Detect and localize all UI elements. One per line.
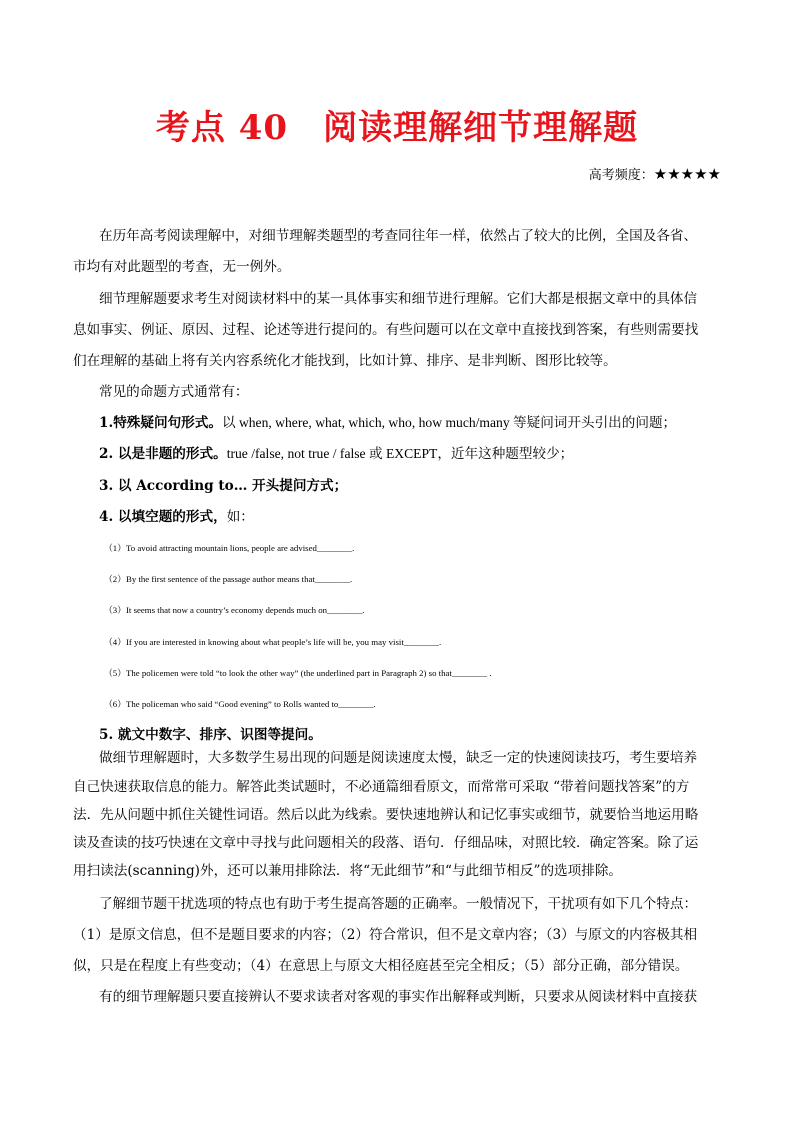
exam-frequency <box>589 164 721 183</box>
form-text: 以 when, where, what, which, who, how much/many 等疑问词开头引出的问题； <box>221 415 677 430</box>
para3-line: 自己快速获取信息的能力。解答此类试题时，不必通篇细看原文，而常常可采取 “带着问题找答案”的方 <box>73 779 690 795</box>
form-heading: 4. 以填空题的形式， <box>99 509 227 525</box>
para4-line: 似，只是在程度上有些变动；（4）在意思上与原文大相径庭甚至完全相反；（5）部分正确，部分错误。 <box>73 958 689 974</box>
example-item: （6）The policeman who said “Good evening” to Rolls wanted to________. <box>104 699 376 709</box>
example-item: （3）It seems that now a country’s economy depends much on________. <box>104 605 365 615</box>
form-item-2 <box>99 445 723 463</box>
para2-line: 细节理解题要求考生对阅读材料中的某一具体事实和细节进行理解。它们大都是根据文章中的具体信 <box>99 291 698 307</box>
para4-line: 了解细节题干扰选项的特点也有助于考生提高答题的正确率。一般情况下，干扰项有如下几个特点： <box>99 896 698 912</box>
example-item: （1）To avoid attracting mountain lions, people are advised________. <box>104 543 355 553</box>
form-heading: 1.特殊疑问句形式。 <box>99 415 222 431</box>
common-forms-intro: 常见的命题方式通常有： <box>99 384 249 400</box>
intro-line: 在历年高考阅读理解中，对细节理解类题型的考查同往年一样，依然占了较大的比例，全国及各省、 <box>99 228 698 244</box>
example-item: （5）The policemen were told “to look the other way” (the underlined part in Paragraph 2) so that________ . <box>104 668 492 678</box>
form-text: 如： <box>226 509 254 525</box>
para2-line: 息如事实、例证、原因、过程、论述等进行提问的。有些问题可以在文章中直接找到答案，有些则需要找 <box>73 322 699 338</box>
form-item-4 <box>99 508 723 526</box>
para5-line: 有的细节理解题只要直接辨认不要求读者对客观的事实作出解释或判断，只要求从阅读材料中直接获 <box>99 989 698 1005</box>
intro-line: 市均有对此题型的考查，无一例外。 <box>73 259 291 275</box>
frequency-label: 高考频度： <box>588 168 654 183</box>
para3-line: 法．先从问题中抓住关键性词语。然后以此为线索。要快速地辨认和记忆事实或细节，就要恰当地运用略 <box>73 807 699 823</box>
para2-line: 们在理解的基础上将有关内容系统化才能找到，比如计算、排序、是非判断、图形比较等。 <box>73 353 617 369</box>
example-item: （4）If you are interested in knowing about what people’s life will be, you may visit________. <box>104 637 442 647</box>
form-heading: 3. 以 According to… 开头提问方式； <box>99 478 348 494</box>
form-item-5: 5. 就文中数字、排序、识图等提问。 <box>99 727 322 743</box>
form-text: true /false, not true / false 或 EXCEPT，近年这种题型较少； <box>226 446 574 461</box>
frequency-stars: ★★★★★ <box>653 165 721 183</box>
para3-line: 读及查读的技巧快速在文章中寻找与此问题相关的段落、语句．仔细品味，对照比较．确定答案。除了运 <box>73 835 699 851</box>
page-title: 考点 40 阅读理解细节理解题 <box>155 108 639 148</box>
form-heading: 2. 以是非题的形式。 <box>99 446 227 462</box>
form-item-3 <box>99 477 723 495</box>
form-item-1 <box>99 414 723 432</box>
example-item: （2）By the first sentence of the passage author means that________. <box>104 574 353 584</box>
para3-line: 做细节理解题时，大多数学生易出现的问题是阅读速度太慢，缺乏一定的快速阅读技巧，考生要培养 <box>99 750 698 766</box>
para4-line: （1）是原文信息，但不是题目要求的内容；（2）符合常识，但不是文章内容；（3）与原文的内容极其相 <box>73 927 698 943</box>
para3-line: 用扫读法(scanning)外，还可以兼用排除法．将“无此细节”和“与此细节相反”的选项排除。 <box>73 863 623 879</box>
